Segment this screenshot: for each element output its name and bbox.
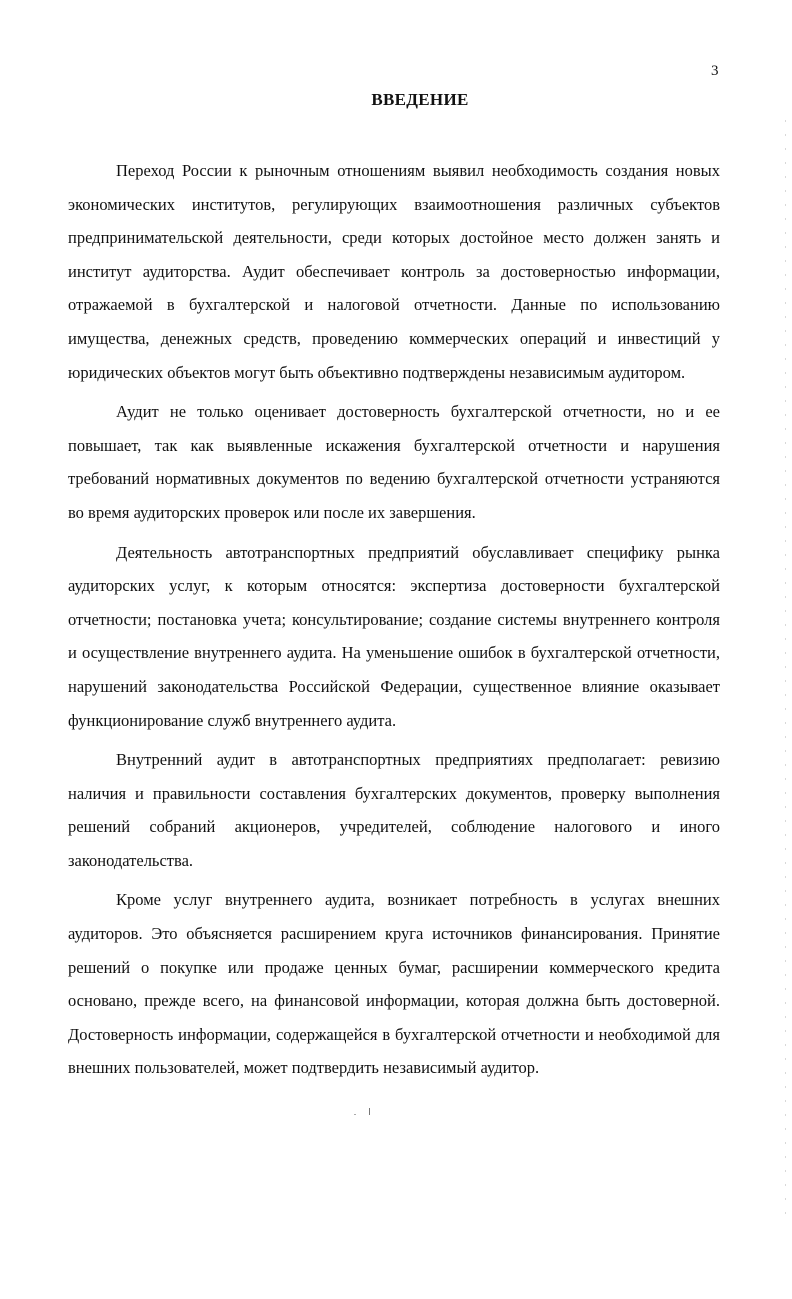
scan-edge-noise — [785, 120, 786, 1220]
page-number: 3 — [711, 63, 719, 79]
paragraph: Деятельность автотранспортных предприятий обуславливает специфику рынка аудиторских услуг, к которым относятся: экспертиза достоверности бухгалтерской отчетности; постановка учета; консультирование; создание системы внутреннего контроля и осуществление внутреннего аудита. На уменьшение ошибок в бухгалтерской отчетности, нарушений законодательства Российской Федерации, существенное влияние оказывает функционирование служб внутреннего аудита. — [68, 542, 720, 730]
scan-artifact — [354, 1114, 356, 1115]
paragraph: Переход России к рыночным отношениям выявил необходимость создания новых экономических институтов, регулирующих взаимоотношения различных субъектов предпринимательской деятельности, среди которых достойное место должен занять и институт аудиторства. Аудит обеспечивает контроль за достоверностью информации, отражаемой в бухгалтерской и налоговой отчетности. Данные по использованию имущества, денежных средств, проведению коммерческих операций и инвестиций у юридических объектов могут быть объективно подтверждены независимым аудитором. — [68, 161, 720, 382]
paragraph: Внутренний аудит в автотранспортных предприятиях предполагает: ревизию наличия и правильности составления бухгалтерских документов, проверку выполнения решений собраний акционеров, учредителей, соблюдение налогового и иного законодательства. — [68, 750, 720, 870]
scan-artifact — [369, 1108, 370, 1115]
document-body — [68, 154, 720, 1091]
paragraph: Кроме услуг внутреннего аудита, возникает потребность в услугах внешних аудиторов. Это объясняется расширением круга источников финансирования. Принятие решений о покупке или продаже ценных бумаг, расширении коммерческого кредита основано, прежде всего, на финансовой информации, которая должна быть достоверной. Достоверность информации, содержащейся в бухгалтерской отчетности и необходимой для внешних пользователей, может подтвердить независимый аудитор. — [68, 890, 720, 1078]
paragraph: Аудит не только оценивает достоверность бухгалтерской отчетности, но и ее повышает, так как выявленные искажения бухгалтерской отчетности и нарушения требований нормативных документов по ведению бухгалтерской отчетности устраняются во время аудиторских проверок или после их завершения. — [68, 402, 720, 522]
page-title: ВВЕДЕНИЕ — [371, 90, 469, 109]
